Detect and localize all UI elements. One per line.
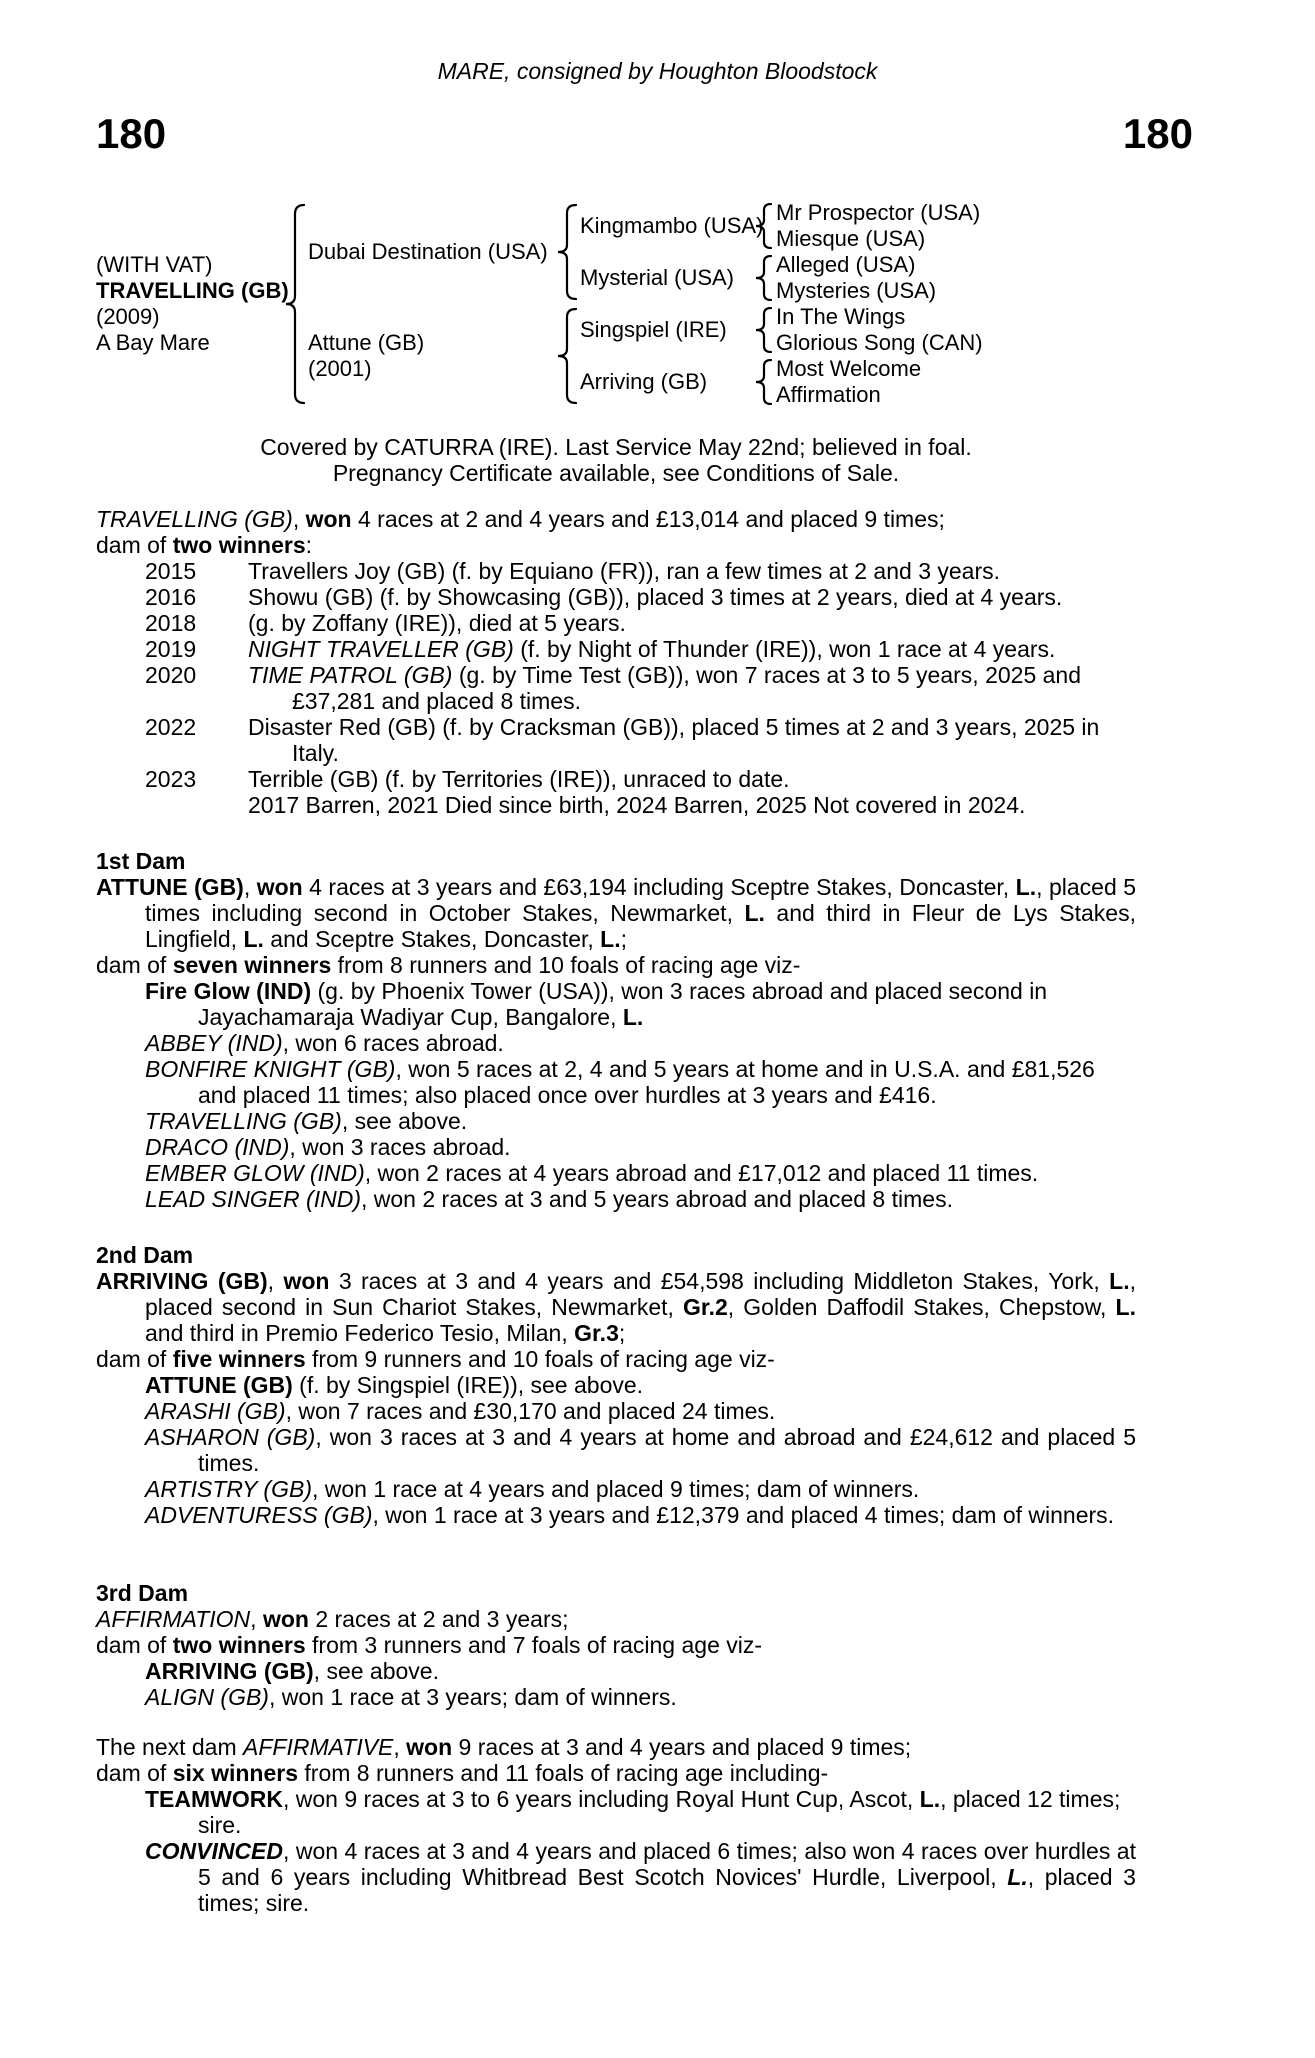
pedigree-brace-icon: [750, 200, 776, 252]
vat-note: (WITH VAT): [96, 252, 213, 277]
produce-year: 2020: [145, 662, 197, 688]
covering-line-1: Covered by CATURRA (IRE). Last Service May 22nd; believed in foal.: [260, 434, 972, 460]
produce-record: Travellers Joy (GB) (f. by Equiano (FR)), ran a few times at 2 and 3 years.: [248, 558, 1001, 584]
produce-row: [145, 662, 1136, 714]
gen3-ancestor: Miesque (USA): [776, 226, 926, 251]
produce-year: 2015: [145, 558, 197, 584]
dam3-offspring: ALIGN (GB), won 1 race at 3 years; dam of winners.: [145, 1684, 677, 1710]
produce-record: (g. by Zoffany (IRE)), died at 5 years.: [248, 610, 626, 636]
sire-sire-name: Kingmambo (USA): [580, 213, 764, 238]
dam-sire-name: Singspiel (IRE): [580, 317, 727, 342]
dam2-race-record: ARRIVING (GB), won 3 races at 3 and 4 years and £54,598 including Middleton Stakes, York, L., placed second in Sun Chariot Stakes, Newmarket, Gr.2, Golden Daffodil Stakes, Chepstow, L. and third in Premio Federico Tesio, Milan, Gr.3;: [96, 1268, 1136, 1346]
produce-row: [145, 558, 1136, 584]
pedigree-brace-icon: [554, 200, 580, 304]
catalogue-text: [96, 506, 1136, 1916]
dam3-offspring: ARRIVING (GB), see above.: [145, 1658, 439, 1684]
dam1-offspring: Fire Glow (IND) (g. by Phoenix Tower (USA)), won 3 races abroad and placed second in Jayachamaraja Wadiyar Cup, Bangalore, L.: [145, 978, 1048, 1030]
dam1-race-record: ATTUNE (GB), won 4 races at 3 years and £63,194 including Sceptre Stakes, Doncaster, L., placed 5 times including second in October Stakes, Newmarket, L. and third in Fleur de Lys Stakes, Lingfield, L. and Sceptre Stakes, Doncaster, L.;: [96, 874, 1136, 952]
section-heading-1st-dam: 1st Dam: [96, 848, 186, 874]
produce-note: 2017 Barren, 2021 Died since birth, 2024 Barren, 2025 Not covered in 2024.: [248, 792, 1026, 818]
dam1-offspring: DRACO (IND), won 3 races abroad.: [145, 1134, 511, 1160]
mare-race-record: TRAVELLING (GB), won 4 races at 2 and 4 years and £13,014 and placed 9 times;: [96, 506, 945, 532]
dam1-offspring: BONFIRE KNIGHT (GB), won 5 races at 2, 4 and 5 years at home and in U.S.A. and £81,526 and placed 11 times; also placed once over hurdles at 3 years and £416.: [145, 1056, 1095, 1108]
dam-dam-name: Arriving (GB): [580, 369, 708, 394]
produce-record: Disaster Red (GB) (f. by Cracksman (GB)), placed 5 times at 2 and 3 years, 2025 in Italy.: [248, 714, 1100, 766]
next-dam-race-record: The next dam AFFIRMATIVE, won 9 races at 3 and 4 years and placed 9 times;: [96, 1734, 912, 1760]
pedigree-brace-icon: [750, 304, 776, 356]
next-dam-offspring: TEAMWORK, won 9 races at 3 to 6 years including Royal Hunt Cup, Ascot, L., placed 12 times; sire.: [145, 1786, 1121, 1838]
dam2-offspring: ARTISTRY (GB), won 1 race at 4 years and placed 9 times; dam of winners.: [145, 1476, 920, 1502]
produce-record: Showu (GB) (f. by Showcasing (GB)), placed 3 times at 2 years, died at 4 years.: [248, 584, 1063, 610]
subject-foal-year: (2009): [96, 304, 160, 329]
section-heading-3rd-dam: 3rd Dam: [96, 1580, 189, 1606]
produce-year: 2016: [145, 584, 197, 610]
consignor-line: MARE, consigned by Houghton Bloodstock: [437, 58, 878, 84]
produce-record: NIGHT TRAVELLER (GB) (f. by Night of Thunder (IRE)), won 1 race at 4 years.: [248, 636, 1056, 662]
dam1-offspring: TRAVELLING (GB), see above.: [145, 1108, 468, 1134]
produce-row: [145, 714, 1136, 766]
subject-horse-name: TRAVELLING (GB): [96, 278, 289, 303]
dam1-offspring: LEAD SINGER (IND), won 2 races at 3 and 5 years abroad and placed 8 times.: [145, 1186, 953, 1212]
produce-row: [145, 766, 1136, 792]
dam2-offspring: ATTUNE (GB) (f. by Singspiel (IRE)), see above.: [145, 1372, 644, 1398]
next-dam-offspring: CONVINCED, won 4 races at 3 and 4 years and placed 6 times; also won 4 races over hurdles at 5 and 6 years including Whitbread Best Scotch Novices' Hurdle, Liverpool, L., placed 3 times; sire.: [145, 1838, 1136, 1916]
dam1-offspring: ABBEY (IND), won 6 races abroad.: [145, 1030, 504, 1056]
produce-row: [145, 610, 1136, 636]
dam2-offspring: ADVENTURESS (GB), won 1 race at 3 years and £12,379 and placed 4 times; dam of winners.: [145, 1502, 1115, 1528]
gen3-ancestor: Mysteries (USA): [776, 278, 937, 303]
catalogue-page: [0, 58, 1315, 1916]
dam-year: (2001): [308, 356, 372, 381]
dam2-dam-of-line: dam of five winners from 9 runners and 10 foals of racing age viz-: [96, 1346, 775, 1372]
dam3-dam-of-line: dam of two winners from 3 runners and 7 foals of racing age viz-: [96, 1632, 763, 1658]
gen3-ancestor: In The Wings: [776, 304, 906, 329]
gen3-ancestor: Mr Prospector (USA): [776, 200, 981, 225]
sire-dam-name: Mysterial (USA): [580, 265, 735, 290]
produce-record: Terrible (GB) (f. by Territories (IRE)), unraced to date.: [248, 766, 790, 792]
dam-block: [308, 304, 554, 408]
pedigree-brace-icon: [750, 252, 776, 304]
dam1-offspring: EMBER GLOW (IND), won 2 races at 4 years abroad and £17,012 and placed 11 times.: [145, 1160, 1039, 1186]
produce-year: 2022: [145, 714, 197, 740]
dam1-dam-of-line: dam of seven winners from 8 runners and 10 foals of racing age viz-: [96, 952, 801, 978]
gen3-ancestor: Most Welcome: [776, 356, 922, 381]
produce-year: 2019: [145, 636, 197, 662]
dam2-offspring: ASHARON (GB), won 3 races at 3 and 4 years at home and abroad and £24,612 and placed 5 times.: [145, 1424, 1136, 1476]
covering-note: [96, 434, 1136, 486]
next-dam-dam-of-line: dam of six winners from 8 runners and 11 foals of racing age including-: [96, 1760, 829, 1786]
lot-number-left: 180: [96, 110, 167, 157]
dam3-race-record: AFFIRMATION, won 2 races at 2 and 3 years;: [96, 1606, 569, 1632]
produce-year: 2018: [145, 610, 197, 636]
lot-number-row: [0, 112, 1315, 156]
sire-name: Dubai Destination (USA): [308, 239, 548, 264]
subject-description: A Bay Mare: [96, 330, 210, 355]
covering-line-2: Pregnancy Certificate available, see Conditions of Sale.: [332, 460, 900, 486]
gen3-ancestor: Glorious Song (CAN): [776, 330, 983, 355]
section-heading-2nd-dam: 2nd Dam: [96, 1242, 194, 1268]
pedigree-brace-icon: [554, 304, 580, 408]
dam-name: Attune (GB): [308, 330, 425, 355]
produce-record: TIME PATROL (GB) (g. by Time Test (GB)), won 7 races at 3 to 5 years, 2025 and £37,281 and placed 8 times.: [248, 662, 1082, 714]
mare-dam-of-line: dam of two winners:: [96, 532, 313, 558]
produce-row: [145, 584, 1136, 610]
dam2-offspring: ARASHI (GB), won 7 races and £30,170 and placed 24 times.: [145, 1398, 776, 1424]
pedigree-brace-icon: [750, 356, 776, 408]
lot-number-right: 180: [1122, 110, 1193, 157]
pedigree-table: [96, 200, 1315, 408]
produce-year: 2023: [145, 766, 197, 792]
pedigree-brace-icon: [282, 200, 308, 408]
subject-horse-block: [96, 200, 289, 408]
produce-row: [145, 636, 1136, 662]
gen3-ancestor: Alleged (USA): [776, 252, 916, 277]
gen3-ancestor: Affirmation: [776, 382, 881, 407]
